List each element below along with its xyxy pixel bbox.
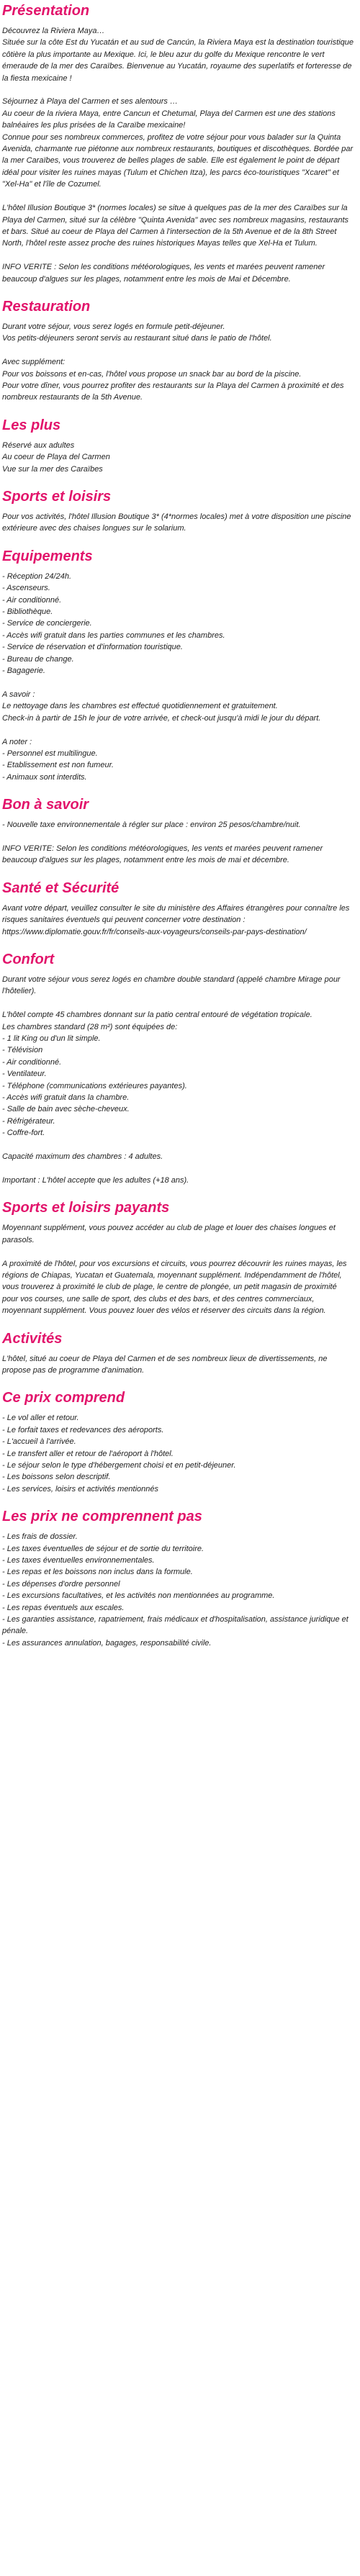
- section-equipements: [2, 548, 354, 783]
- section-title: Les prix ne comprennent pas: [2, 1509, 202, 1525]
- section-title: Sports et loisirs: [2, 489, 112, 505]
- section-presentation: [2, 2, 354, 285]
- section-sports-et-loisirs: [2, 488, 354, 535]
- section-title: Bon à savoir: [2, 797, 89, 813]
- section-title: Ce prix comprend: [2, 1390, 125, 1406]
- section-title: Activités: [2, 1330, 63, 1347]
- section-body: - Réception 24/24h. - Ascenseurs. - Air conditionné. - Bibliothèque. - Service de conciergerie. - Accès wifi gratuit dans les parties communes et les chambres. - Service de réservation et d'information touristique. - Bureau de change. - Bagagerie. A savoir : Le nettoyage dans les chambres est effectué quotidiennement et gratuitement. Check-in à partir de 15h le jour de votre arrivée, et check-out jusqu'à midi le jour du départ. A noter : - Personnel est multilingue. - Etablissement est non fumeur. - Animaux sont interdits.: [2, 571, 321, 782]
- section-title: Sports et loisirs payants: [2, 1200, 170, 1216]
- section-title: Restauration: [2, 298, 91, 315]
- section-title: Présentation: [2, 3, 90, 19]
- section-body: - Les frais de dossier. - Les taxes éventuelles de séjour et de sortie du territoire. - Les taxes éventuelles environnementales. - Les repas et les boissons non inclus dans la formule. - Les dépenses d'ordre personnel - Les excursions facultatives, et les activités non mentionnées au programme. - Les repas éventuels aux escales. - Les garanties assistance, rapatriement, frais médicaux et d'hospitalisation, assistance juridique et pénale. - Les assurances annulation, bagages, responsabilité civile.: [2, 1532, 348, 1648]
- section-les-plus: [2, 417, 354, 475]
- section-title: Santé et Sécurité: [2, 880, 120, 896]
- section-body: Réservé aux adultes Au coeur de Playa del Carmen Vue sur la mer des Caraïbes: [2, 440, 110, 474]
- section-body: Durant votre séjour, vous serez logés en formule petit-déjeuner. Vos petits-déjeuners seront servis au restaurant situé dans le patio de l'hôtel. Avec supplément: Pour vos boissons et en-cas, l'hôtel vous propose un snack bar au bord de la piscine. Pour votre dîner, vous pourrez profiter des restaurants sur la Playa del Carmen à proximité et des nombreux restaurants de la 5th Avenue.: [2, 322, 344, 402]
- section-title: Confort: [2, 951, 55, 967]
- section-body: L'hôtel, situé au coeur de Playa del Carmen et de ses nombreux lieux de divertissements, ne propose pas de programme d'animation.: [2, 1354, 328, 1375]
- section-body: - Le vol aller et retour. - Le forfait taxes et redevances des aéroports. - L'accueil à l'arrivée. - Le transfert aller et retour de l'aéroport à l'hôtel. - Le séjour selon le type d'hébergement choisi et en petit-déjeuner. - Les boissons selon descriptif. - Les services, loisirs et activités mentionnés: [2, 1414, 236, 1493]
- section-sports-et-loisirs-payants: [2, 1199, 354, 1316]
- section-activites: [2, 1330, 354, 1377]
- section-body: Découvrez la Riviera Maya… Située sur la côte Est du Yucatán et au sud de Cancún, la Riviera Maya est la destination touristique côtière la plus importante au Mexique. Ici, le bleu azur du golfe du Mexique rencontre le vert émeraude de la mer des Caraïbes. Bienvenue au Yucatán, royaume des superlatifs et forteresse de la fiesta mexicaine ! Séjournez à Playa del Carmen et ses alentours … Au coeur de la riviera Maya, entre Cancun et Chetumal, Playa del Carmen est une des stations balnéaires les plus prisées de la Caraïbe mexicaine! Connue pour ses nombreux commerces, profitez de votre séjour pour vous balader sur la Quinta Avenida, charmante rue piétonne aux nombreux restaurants, boutiques et discothèques. Bordée par la mer Caraïbes, vous trouverez de belles plages de sable. Elle est également le point de départ idéal pour visiter les ruines mayas (Tulum et Chichen Itza), les parcs éco-touristiques "Xcaret" et "Xel-Ha" et l'île de Cozumel. L'hôtel Illusion Boutique 3* (normes locales) se situe à quelques pas de la mer des Caraïbes sur la Playa del Carmen, situé sur la célèbre "Quinta Avenida" avec ses nombreux magasins, restaurants et bars. Situé au coeur de Playa del Carmen à l'intersection de la 5th Avenue et de la 8th Street North, l'hôtel reste assez proche des ruines historiques Mayas telles que Xel-Ha et Tulum. INFO VERITE : Selon les conditions météorologiques, les vents et marées peuvent ramener beaucoup d'algues sur les plages, notamment entre les mois de Mai et Décembre.: [2, 27, 354, 284]
- section-les-prix-ne-comprennent-pas: [2, 1508, 354, 1649]
- section-confort: [2, 951, 354, 1186]
- section-body: Avant votre départ, veuillez consulter le site du ministère des Affaires étrangères pour connaître les risques sanitaires éventuels qui peuvent concerner votre destination : https://www.diplomatie.gouv.fr/fr/conseils-aux-voyageurs/conseils-par-pays-destination/: [2, 903, 350, 936]
- section-body: Durant votre séjour vous serez logés en chambre double standard (appelé chambre Mirage pour l'hôtelier). L'hôtel compte 45 chambres donnant sur la patio central entouré de végétation tropicale. Les chambres standard (28 m²) sont équipées de: - 1 lit King ou d'un lit simple. - Télévision - Air conditionné. - Ventilateur. - Téléphone (communications extérieures payantes). - Accès wifi gratuit dans la chambre. - Salle de bain avec sèche-cheveux. - Réfrigérateur. - Coffre-fort. Capacité maximum des chambres : 4 adultes. Important : L'hôtel accepte que les adultes (+18 ans).: [2, 975, 341, 1185]
- section-title: Les plus: [2, 417, 61, 433]
- section-sante-et-securite: [2, 880, 354, 938]
- section-body: - Nouvelle taxe environnementale à régler sur place : environ 25 pesos/chambre/nuit. INFO VERITE: Selon les conditions météorologiques, les vents et marées peuvent ramener beaucoup d'algues sur les plages, notamment entre les mois de mai et décembre.: [2, 821, 323, 865]
- section-restauration: [2, 298, 354, 404]
- section-ce-prix-comprend: [2, 1389, 354, 1495]
- section-bon-a-savoir: [2, 796, 354, 867]
- section-body: Moyennant supplément, vous pouvez accéder au club de plage et louer des chaises longues et parasols. A proximité de l'hôtel, pour vos excursions et circuits, vous pourrez découvrir les ruines mayas, les régions de Chiapas, Yucatan et Guatemala, moyennant supplément. Indépendamment de l'hôtel, vous trouverez à proximité le club de plage, le centre de plongée, un petit magasin de proximité pour vos courses, une salle de sport, des clubs et des bars, et des centres commerciaux, moyennant supplément. Vous pouvez louer des vélos et réserver des circuits dans la région.: [2, 1224, 347, 1316]
- section-body: Pour vos activités, l'hôtel Illusion Boutique 3* (4*normes locales) met à votre disposition une piscine extérieure avec des chaises longues sur le solarium.: [2, 512, 351, 533]
- section-title: Equipements: [2, 548, 93, 564]
